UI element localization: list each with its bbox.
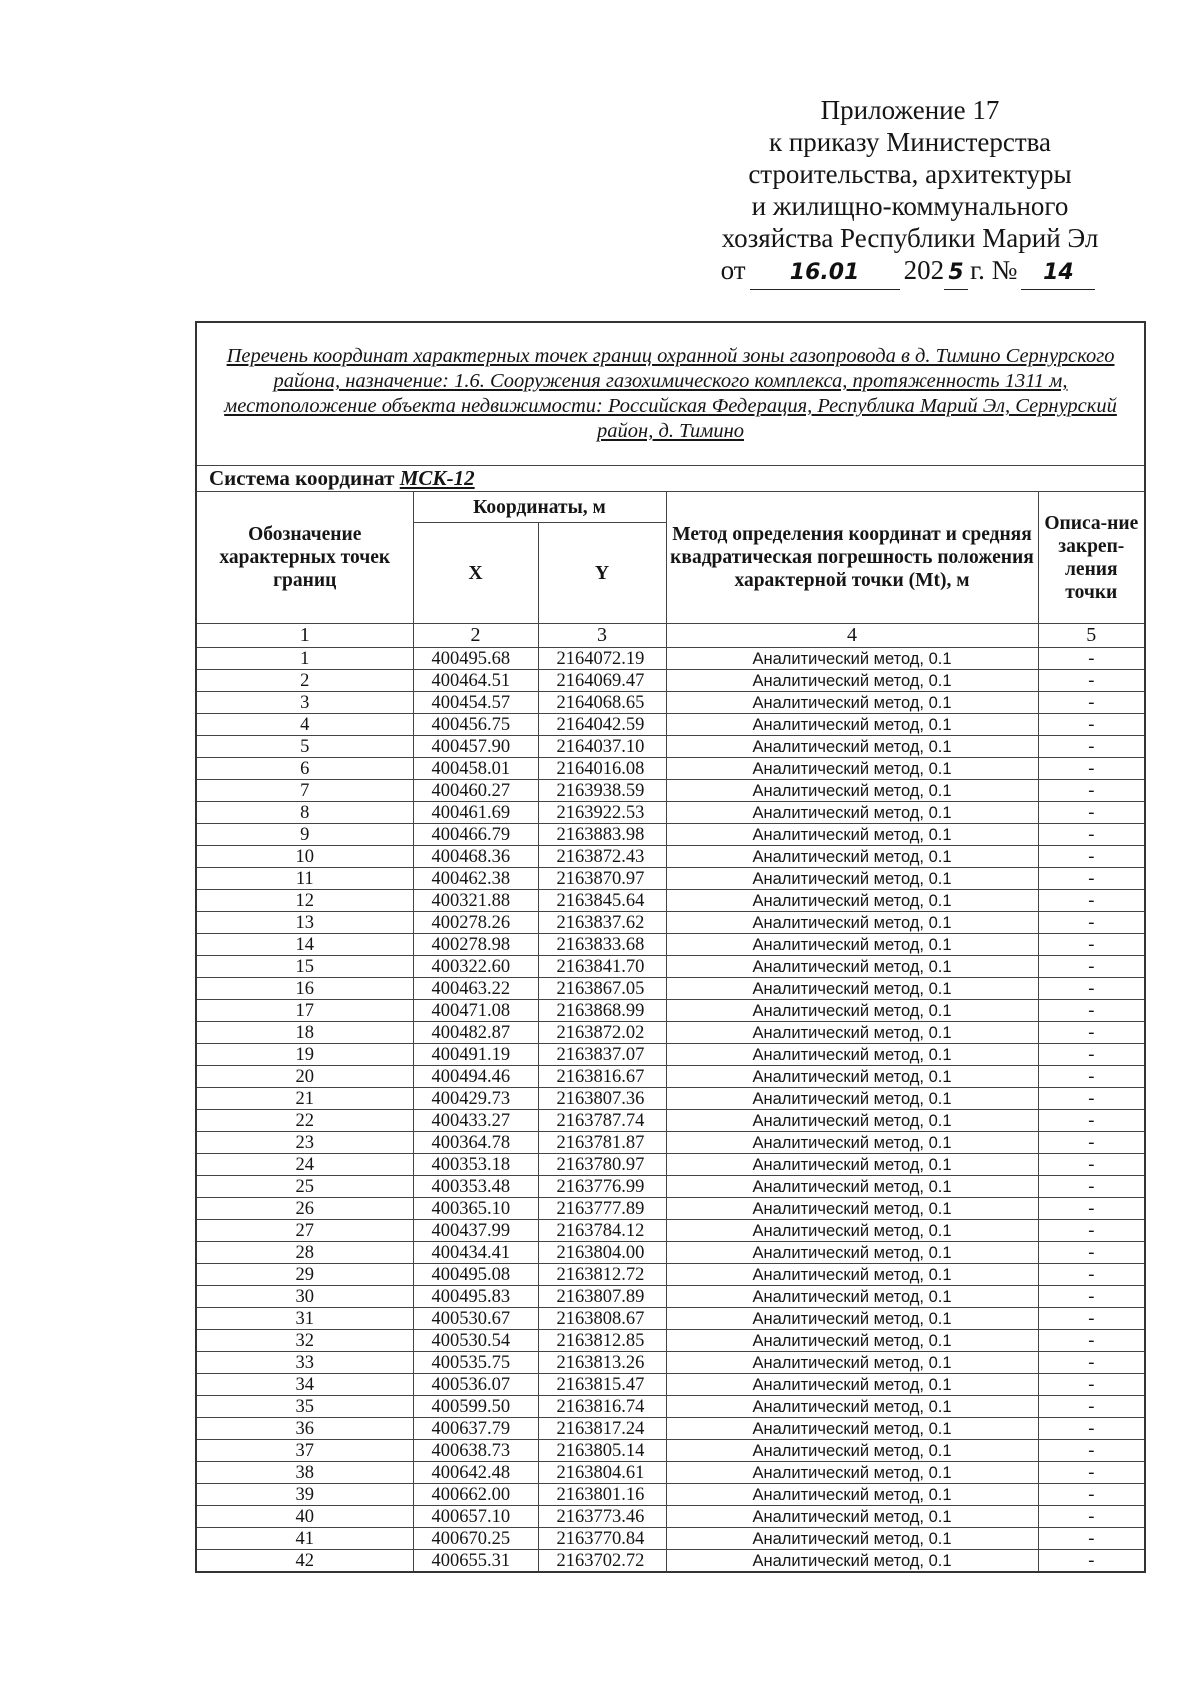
y-coordinate-cell: 2163807.89 bbox=[538, 1286, 666, 1308]
x-coordinate-cell: 400429.73 bbox=[413, 1088, 538, 1110]
order-number-field bbox=[1021, 254, 1095, 290]
method-cell: Аналитический метод, 0.1 bbox=[666, 780, 1038, 802]
method-cell: Аналитический метод, 0.1 bbox=[666, 1176, 1038, 1198]
table-row bbox=[196, 1440, 1145, 1462]
y-coordinate-cell: 2163872.02 bbox=[538, 1022, 666, 1044]
description-cell: - bbox=[1038, 978, 1145, 1000]
y-coordinate-cell: 2163837.07 bbox=[538, 1044, 666, 1066]
method-cell: Аналитический метод, 0.1 bbox=[666, 1022, 1038, 1044]
method-cell: Аналитический метод, 0.1 bbox=[666, 802, 1038, 824]
y-coordinate-cell: 2163787.74 bbox=[538, 1110, 666, 1132]
y-coordinate-cell: 2163781.87 bbox=[538, 1132, 666, 1154]
point-number-cell: 14 bbox=[196, 934, 413, 956]
order-year-prefix: 202 bbox=[903, 255, 945, 285]
coordinate-system-label: Система координат bbox=[209, 466, 395, 490]
x-coordinate-cell: 400434.41 bbox=[413, 1242, 538, 1264]
order-date-handwritten: 16.01 bbox=[789, 260, 860, 285]
header-y: Y bbox=[538, 523, 666, 624]
method-cell: Аналитический метод, 0.1 bbox=[666, 670, 1038, 692]
method-cell: Аналитический метод, 0.1 bbox=[666, 1396, 1038, 1418]
method-cell: Аналитический метод, 0.1 bbox=[666, 1352, 1038, 1374]
x-coordinate-cell: 400466.79 bbox=[413, 824, 538, 846]
y-coordinate-cell: 2163841.70 bbox=[538, 956, 666, 978]
description-cell: - bbox=[1038, 714, 1145, 736]
column-number-2: 2 bbox=[413, 624, 538, 648]
column-number-3: 3 bbox=[538, 624, 666, 648]
method-cell: Аналитический метод, 0.1 bbox=[666, 1088, 1038, 1110]
method-cell: Аналитический метод, 0.1 bbox=[666, 978, 1038, 1000]
table-row bbox=[196, 1352, 1145, 1374]
description-cell: - bbox=[1038, 670, 1145, 692]
header-line-1: Приложение 17 bbox=[820, 95, 1000, 125]
description-cell: - bbox=[1038, 1154, 1145, 1176]
table-row bbox=[196, 1066, 1145, 1088]
table-title: Перечень координат характерных точек границ охранной зоны газопровода в д. Тимино Сернурского района, назначение: 1.6. Сооружения газохимического комплекса, протяженность 1311 м, местоположение объекта недвижимости: Российская Федерация, Республика Марий Эл, Сернурский район, д. Тимино bbox=[196, 322, 1145, 466]
y-coordinate-cell: 2163780.97 bbox=[538, 1154, 666, 1176]
x-coordinate-cell: 400494.46 bbox=[413, 1066, 538, 1088]
x-coordinate-cell: 400495.83 bbox=[413, 1286, 538, 1308]
header-line-4: и жилищно-коммунального bbox=[751, 191, 1069, 221]
column-number-1: 1 bbox=[196, 624, 413, 648]
x-coordinate-cell: 400278.98 bbox=[413, 934, 538, 956]
x-coordinate-cell: 400437.99 bbox=[413, 1220, 538, 1242]
y-coordinate-cell: 2163776.99 bbox=[538, 1176, 666, 1198]
point-number-cell: 13 bbox=[196, 912, 413, 934]
method-cell: Аналитический метод, 0.1 bbox=[666, 1374, 1038, 1396]
point-number-cell: 41 bbox=[196, 1528, 413, 1550]
y-coordinate-cell: 2163770.84 bbox=[538, 1528, 666, 1550]
description-cell: - bbox=[1038, 956, 1145, 978]
description-cell: - bbox=[1038, 1110, 1145, 1132]
y-coordinate-cell: 2163804.61 bbox=[538, 1462, 666, 1484]
table-row bbox=[196, 912, 1145, 934]
x-coordinate-cell: 400657.10 bbox=[413, 1506, 538, 1528]
appendix-header bbox=[690, 94, 1130, 290]
description-cell: - bbox=[1038, 1330, 1145, 1352]
order-date-line bbox=[690, 254, 1130, 290]
table-row bbox=[196, 956, 1145, 978]
description-cell: - bbox=[1038, 868, 1145, 890]
point-number-cell: 30 bbox=[196, 1286, 413, 1308]
description-cell: - bbox=[1038, 1286, 1145, 1308]
y-coordinate-cell: 2163938.59 bbox=[538, 780, 666, 802]
header-description: Описа-ние закреп-ления точки bbox=[1038, 492, 1145, 624]
description-cell: - bbox=[1038, 890, 1145, 912]
table-row bbox=[196, 670, 1145, 692]
method-cell: Аналитический метод, 0.1 bbox=[666, 1264, 1038, 1286]
order-year-suffix: г. № bbox=[970, 255, 1018, 285]
table-row bbox=[196, 1242, 1145, 1264]
point-number-cell: 11 bbox=[196, 868, 413, 890]
table-row bbox=[196, 714, 1145, 736]
y-coordinate-cell: 2163805.14 bbox=[538, 1440, 666, 1462]
point-number-cell: 29 bbox=[196, 1264, 413, 1286]
y-coordinate-cell: 2164042.59 bbox=[538, 714, 666, 736]
y-coordinate-cell: 2163812.85 bbox=[538, 1330, 666, 1352]
x-coordinate-cell: 400456.75 bbox=[413, 714, 538, 736]
x-coordinate-cell: 400353.18 bbox=[413, 1154, 538, 1176]
table-row bbox=[196, 1528, 1145, 1550]
method-cell: Аналитический метод, 0.1 bbox=[666, 890, 1038, 912]
method-cell: Аналитический метод, 0.1 bbox=[666, 1000, 1038, 1022]
header-line-3: строительства, архитектуры bbox=[748, 159, 1072, 189]
coordinates-table bbox=[195, 321, 1146, 1573]
x-coordinate-cell: 400468.36 bbox=[413, 846, 538, 868]
method-cell: Аналитический метод, 0.1 bbox=[666, 714, 1038, 736]
table-row bbox=[196, 1088, 1145, 1110]
method-cell: Аналитический метод, 0.1 bbox=[666, 1154, 1038, 1176]
y-coordinate-cell: 2164037.10 bbox=[538, 736, 666, 758]
x-coordinate-cell: 400461.69 bbox=[413, 802, 538, 824]
method-cell: Аналитический метод, 0.1 bbox=[666, 956, 1038, 978]
description-cell: - bbox=[1038, 1242, 1145, 1264]
table-row bbox=[196, 758, 1145, 780]
x-coordinate-cell: 400491.19 bbox=[413, 1044, 538, 1066]
x-coordinate-cell: 400530.54 bbox=[413, 1330, 538, 1352]
point-number-cell: 37 bbox=[196, 1440, 413, 1462]
point-number-cell: 28 bbox=[196, 1242, 413, 1264]
point-number-cell: 19 bbox=[196, 1044, 413, 1066]
y-coordinate-cell: 2164068.65 bbox=[538, 692, 666, 714]
description-cell: - bbox=[1038, 1066, 1145, 1088]
x-coordinate-cell: 400463.22 bbox=[413, 978, 538, 1000]
table-row bbox=[196, 824, 1145, 846]
description-cell: - bbox=[1038, 1550, 1145, 1573]
table-row bbox=[196, 978, 1145, 1000]
order-date-field bbox=[750, 254, 900, 290]
description-cell: - bbox=[1038, 802, 1145, 824]
x-coordinate-cell: 400535.75 bbox=[413, 1352, 538, 1374]
order-year-handwritten: 5 bbox=[948, 260, 964, 285]
y-coordinate-cell: 2163808.67 bbox=[538, 1308, 666, 1330]
method-cell: Аналитический метод, 0.1 bbox=[666, 824, 1038, 846]
y-coordinate-cell: 2163813.26 bbox=[538, 1352, 666, 1374]
point-number-cell: 5 bbox=[196, 736, 413, 758]
table-row bbox=[196, 1000, 1145, 1022]
method-cell: Аналитический метод, 0.1 bbox=[666, 912, 1038, 934]
description-cell: - bbox=[1038, 1528, 1145, 1550]
point-number-cell: 20 bbox=[196, 1066, 413, 1088]
method-cell: Аналитический метод, 0.1 bbox=[666, 1506, 1038, 1528]
description-cell: - bbox=[1038, 1352, 1145, 1374]
description-cell: - bbox=[1038, 1264, 1145, 1286]
x-coordinate-cell: 400482.87 bbox=[413, 1022, 538, 1044]
y-coordinate-cell: 2163922.53 bbox=[538, 802, 666, 824]
method-cell: Аналитический метод, 0.1 bbox=[666, 1242, 1038, 1264]
y-coordinate-cell: 2163807.36 bbox=[538, 1088, 666, 1110]
y-coordinate-cell: 2163816.67 bbox=[538, 1066, 666, 1088]
table-row bbox=[196, 648, 1145, 670]
method-cell: Аналитический метод, 0.1 bbox=[666, 736, 1038, 758]
point-number-cell: 24 bbox=[196, 1154, 413, 1176]
method-cell: Аналитический метод, 0.1 bbox=[666, 1462, 1038, 1484]
method-cell: Аналитический метод, 0.1 bbox=[666, 1440, 1038, 1462]
point-number-cell: 31 bbox=[196, 1308, 413, 1330]
header-line-5: хозяйства Республики Марий Эл bbox=[721, 223, 1099, 253]
y-coordinate-cell: 2163833.68 bbox=[538, 934, 666, 956]
description-cell: - bbox=[1038, 1022, 1145, 1044]
point-number-cell: 16 bbox=[196, 978, 413, 1000]
table-row bbox=[196, 1220, 1145, 1242]
y-coordinate-cell: 2163815.47 bbox=[538, 1374, 666, 1396]
x-coordinate-cell: 400322.60 bbox=[413, 956, 538, 978]
y-coordinate-cell: 2163867.05 bbox=[538, 978, 666, 1000]
column-number-4: 4 bbox=[666, 624, 1038, 648]
point-number-cell: 27 bbox=[196, 1220, 413, 1242]
x-coordinate-cell: 400670.25 bbox=[413, 1528, 538, 1550]
table-row bbox=[196, 1154, 1145, 1176]
x-coordinate-cell: 400637.79 bbox=[413, 1418, 538, 1440]
method-cell: Аналитический метод, 0.1 bbox=[666, 758, 1038, 780]
x-coordinate-cell: 400278.26 bbox=[413, 912, 538, 934]
y-coordinate-cell: 2163870.97 bbox=[538, 868, 666, 890]
x-coordinate-cell: 400495.08 bbox=[413, 1264, 538, 1286]
description-cell: - bbox=[1038, 1308, 1145, 1330]
table-row bbox=[196, 1132, 1145, 1154]
y-coordinate-cell: 2163845.64 bbox=[538, 890, 666, 912]
point-number-cell: 9 bbox=[196, 824, 413, 846]
method-cell: Аналитический метод, 0.1 bbox=[666, 648, 1038, 670]
method-cell: Аналитический метод, 0.1 bbox=[666, 1308, 1038, 1330]
point-number-cell: 10 bbox=[196, 846, 413, 868]
table-row bbox=[196, 1484, 1145, 1506]
table-row bbox=[196, 1110, 1145, 1132]
table-row bbox=[196, 868, 1145, 890]
description-cell: - bbox=[1038, 846, 1145, 868]
coordinates-rows bbox=[196, 648, 1145, 1573]
description-cell: - bbox=[1038, 1506, 1145, 1528]
x-coordinate-cell: 400462.38 bbox=[413, 868, 538, 890]
point-number-cell: 36 bbox=[196, 1418, 413, 1440]
description-cell: - bbox=[1038, 1176, 1145, 1198]
header-line-2: к приказу Министерства bbox=[768, 127, 1052, 157]
method-cell: Аналитический метод, 0.1 bbox=[666, 1066, 1038, 1088]
x-coordinate-cell: 400599.50 bbox=[413, 1396, 538, 1418]
x-coordinate-cell: 400464.51 bbox=[413, 670, 538, 692]
x-coordinate-cell: 400457.90 bbox=[413, 736, 538, 758]
order-prefix: от bbox=[720, 255, 746, 285]
table-row bbox=[196, 1462, 1145, 1484]
description-cell: - bbox=[1038, 934, 1145, 956]
x-coordinate-cell: 400638.73 bbox=[413, 1440, 538, 1462]
y-coordinate-cell: 2164016.08 bbox=[538, 758, 666, 780]
method-cell: Аналитический метод, 0.1 bbox=[666, 1484, 1038, 1506]
description-cell: - bbox=[1038, 1220, 1145, 1242]
y-coordinate-cell: 2163804.00 bbox=[538, 1242, 666, 1264]
table-row bbox=[196, 890, 1145, 912]
description-cell: - bbox=[1038, 736, 1145, 758]
description-cell: - bbox=[1038, 912, 1145, 934]
description-cell: - bbox=[1038, 1044, 1145, 1066]
description-cell: - bbox=[1038, 1418, 1145, 1440]
point-number-cell: 12 bbox=[196, 890, 413, 912]
point-number-cell: 4 bbox=[196, 714, 413, 736]
table-row bbox=[196, 802, 1145, 824]
description-cell: - bbox=[1038, 824, 1145, 846]
method-cell: Аналитический метод, 0.1 bbox=[666, 1044, 1038, 1066]
x-coordinate-cell: 400321.88 bbox=[413, 890, 538, 912]
column-number-5: 5 bbox=[1038, 624, 1145, 648]
table-row bbox=[196, 1308, 1145, 1330]
x-coordinate-cell: 400530.67 bbox=[413, 1308, 538, 1330]
point-number-cell: 33 bbox=[196, 1352, 413, 1374]
x-coordinate-cell: 400495.68 bbox=[413, 648, 538, 670]
point-number-cell: 15 bbox=[196, 956, 413, 978]
y-coordinate-cell: 2163801.16 bbox=[538, 1484, 666, 1506]
table-row bbox=[196, 1198, 1145, 1220]
point-number-cell: 39 bbox=[196, 1484, 413, 1506]
coordinate-system bbox=[196, 466, 1145, 492]
description-cell: - bbox=[1038, 1374, 1145, 1396]
point-number-cell: 7 bbox=[196, 780, 413, 802]
method-cell: Аналитический метод, 0.1 bbox=[666, 692, 1038, 714]
point-number-cell: 8 bbox=[196, 802, 413, 824]
y-coordinate-cell: 2163837.62 bbox=[538, 912, 666, 934]
y-coordinate-cell: 2163812.72 bbox=[538, 1264, 666, 1286]
method-cell: Аналитический метод, 0.1 bbox=[666, 1132, 1038, 1154]
point-number-cell: 40 bbox=[196, 1506, 413, 1528]
point-number-cell: 17 bbox=[196, 1000, 413, 1022]
point-number-cell: 22 bbox=[196, 1110, 413, 1132]
y-coordinate-cell: 2163883.98 bbox=[538, 824, 666, 846]
point-number-cell: 21 bbox=[196, 1088, 413, 1110]
point-number-cell: 38 bbox=[196, 1462, 413, 1484]
point-number-cell: 18 bbox=[196, 1022, 413, 1044]
x-coordinate-cell: 400364.78 bbox=[413, 1132, 538, 1154]
point-number-cell: 35 bbox=[196, 1396, 413, 1418]
method-cell: Аналитический метод, 0.1 bbox=[666, 1330, 1038, 1352]
table-row bbox=[196, 736, 1145, 758]
table-row bbox=[196, 1022, 1145, 1044]
point-number-cell: 1 bbox=[196, 648, 413, 670]
header-x: X bbox=[413, 523, 538, 624]
x-coordinate-cell: 400458.01 bbox=[413, 758, 538, 780]
x-coordinate-cell: 400460.27 bbox=[413, 780, 538, 802]
point-number-cell: 23 bbox=[196, 1132, 413, 1154]
point-number-cell: 6 bbox=[196, 758, 413, 780]
y-coordinate-cell: 2163702.72 bbox=[538, 1550, 666, 1573]
x-coordinate-cell: 400642.48 bbox=[413, 1462, 538, 1484]
description-cell: - bbox=[1038, 1462, 1145, 1484]
table-row bbox=[196, 1418, 1145, 1440]
point-number-cell: 3 bbox=[196, 692, 413, 714]
order-number-handwritten: 14 bbox=[1043, 260, 1074, 285]
method-cell: Аналитический метод, 0.1 bbox=[666, 868, 1038, 890]
description-cell: - bbox=[1038, 758, 1145, 780]
method-cell: Аналитический метод, 0.1 bbox=[666, 1110, 1038, 1132]
order-year-field bbox=[944, 254, 968, 290]
y-coordinate-cell: 2163773.46 bbox=[538, 1506, 666, 1528]
x-coordinate-cell: 400353.48 bbox=[413, 1176, 538, 1198]
coordinate-system-value: МСК-12 bbox=[399, 466, 475, 490]
description-cell: - bbox=[1038, 1396, 1145, 1418]
table-row bbox=[196, 1176, 1145, 1198]
description-cell: - bbox=[1038, 648, 1145, 670]
description-cell: - bbox=[1038, 1000, 1145, 1022]
table-row bbox=[196, 1550, 1145, 1573]
table-row bbox=[196, 1374, 1145, 1396]
description-cell: - bbox=[1038, 692, 1145, 714]
point-number-cell: 2 bbox=[196, 670, 413, 692]
header-point: Обозначение характерных точек границ bbox=[196, 492, 413, 624]
method-cell: Аналитический метод, 0.1 bbox=[666, 934, 1038, 956]
point-number-cell: 32 bbox=[196, 1330, 413, 1352]
table-row bbox=[196, 1286, 1145, 1308]
x-coordinate-cell: 400471.08 bbox=[413, 1000, 538, 1022]
x-coordinate-cell: 400365.10 bbox=[413, 1198, 538, 1220]
description-cell: - bbox=[1038, 1484, 1145, 1506]
x-coordinate-cell: 400655.31 bbox=[413, 1550, 538, 1573]
description-cell: - bbox=[1038, 1088, 1145, 1110]
y-coordinate-cell: 2163872.43 bbox=[538, 846, 666, 868]
method-cell: Аналитический метод, 0.1 bbox=[666, 1286, 1038, 1308]
y-coordinate-cell: 2163784.12 bbox=[538, 1220, 666, 1242]
description-cell: - bbox=[1038, 1132, 1145, 1154]
header-method: Метод определения координат и средняя квадратическая погрешность положения характерной точки (Mt), м bbox=[666, 492, 1038, 624]
table-row bbox=[196, 1264, 1145, 1286]
table-row bbox=[196, 1330, 1145, 1352]
header-coordinates: Координаты, м bbox=[413, 492, 666, 523]
method-cell: Аналитический метод, 0.1 bbox=[666, 846, 1038, 868]
point-number-cell: 25 bbox=[196, 1176, 413, 1198]
y-coordinate-cell: 2163777.89 bbox=[538, 1198, 666, 1220]
description-cell: - bbox=[1038, 1198, 1145, 1220]
point-number-cell: 34 bbox=[196, 1374, 413, 1396]
x-coordinate-cell: 400433.27 bbox=[413, 1110, 538, 1132]
method-cell: Аналитический метод, 0.1 bbox=[666, 1528, 1038, 1550]
table-row bbox=[196, 934, 1145, 956]
description-cell: - bbox=[1038, 780, 1145, 802]
table-row bbox=[196, 780, 1145, 802]
y-coordinate-cell: 2164069.47 bbox=[538, 670, 666, 692]
x-coordinate-cell: 400454.57 bbox=[413, 692, 538, 714]
x-coordinate-cell: 400662.00 bbox=[413, 1484, 538, 1506]
y-coordinate-cell: 2163817.24 bbox=[538, 1418, 666, 1440]
method-cell: Аналитический метод, 0.1 bbox=[666, 1198, 1038, 1220]
table-row bbox=[196, 1044, 1145, 1066]
x-coordinate-cell: 400536.07 bbox=[413, 1374, 538, 1396]
table-row bbox=[196, 846, 1145, 868]
point-number-cell: 42 bbox=[196, 1550, 413, 1573]
method-cell: Аналитический метод, 0.1 bbox=[666, 1220, 1038, 1242]
table-row bbox=[196, 1396, 1145, 1418]
y-coordinate-cell: 2163868.99 bbox=[538, 1000, 666, 1022]
description-cell: - bbox=[1038, 1440, 1145, 1462]
y-coordinate-cell: 2163816.74 bbox=[538, 1396, 666, 1418]
table-row bbox=[196, 692, 1145, 714]
method-cell: Аналитический метод, 0.1 bbox=[666, 1418, 1038, 1440]
point-number-cell: 26 bbox=[196, 1198, 413, 1220]
y-coordinate-cell: 2164072.19 bbox=[538, 648, 666, 670]
table-row bbox=[196, 1506, 1145, 1528]
method-cell: Аналитический метод, 0.1 bbox=[666, 1550, 1038, 1573]
